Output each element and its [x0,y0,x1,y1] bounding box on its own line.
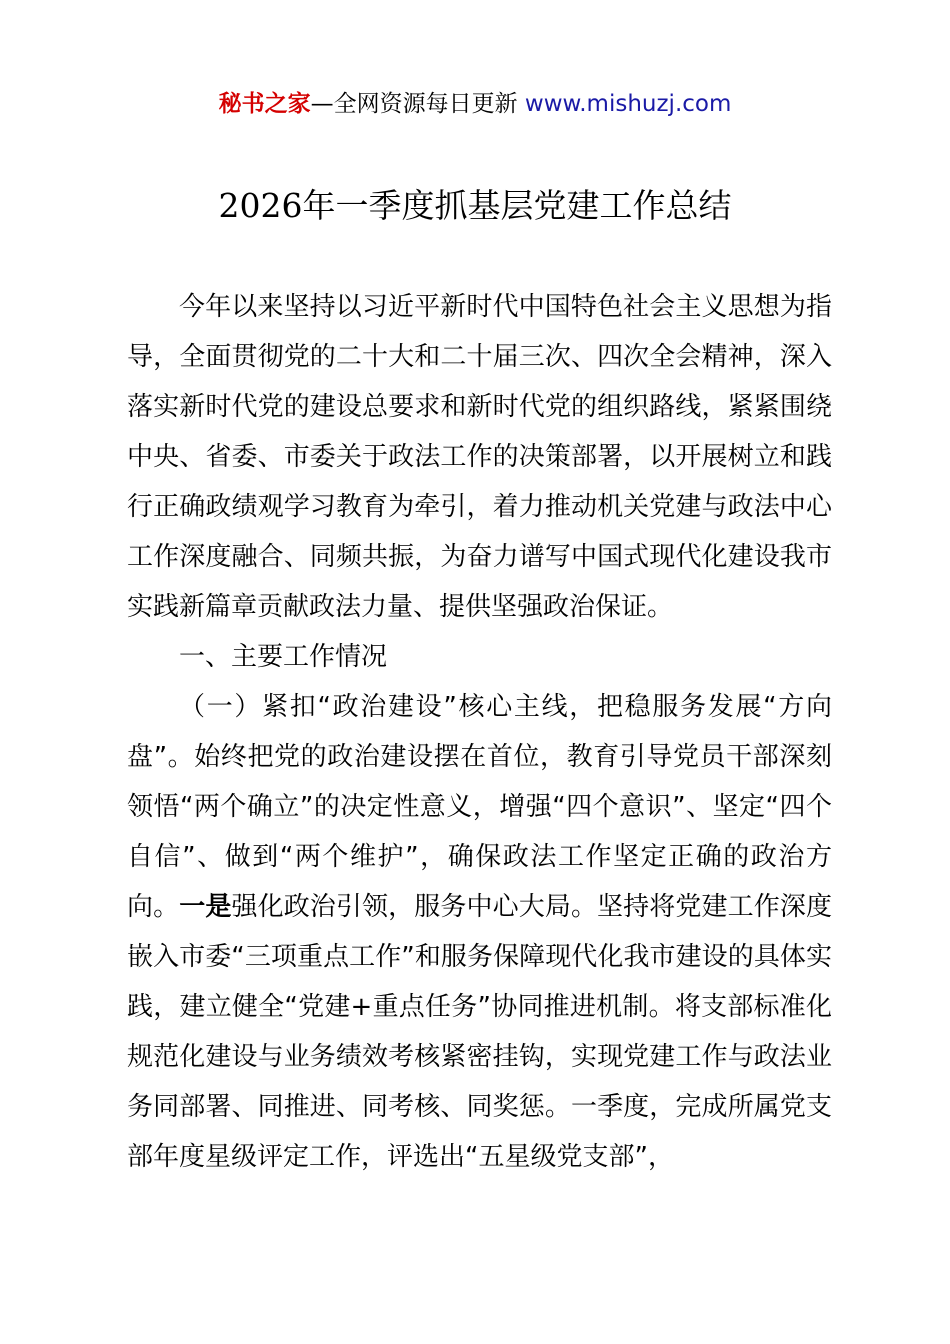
intro-paragraph: 今年以来坚持以习近平新时代中国特色社会主义思想为指导，全面贯彻党的二十大和二十届三次、四次全会精神，深入落实新时代党的建设总要求和新时代党的组织路线，紧紧围绕中央、省委、市委关于政法工作的决策部署，以开展树立和践行正确政绩观学习教育为牵引，着力推动机关党建与政法中心工作深度融合、同频共振，为奋力谱写中国式现代化建设我市实践新篇章贡献政法力量、提供坚强政治保证。 [127,292,832,622]
document-body [127,282,832,1182]
paragraph-text: 强化政治引领，服务中心大局。坚持将党建工作深度嵌入市委“三项重点工作”和服务保障现代化我市建设的具体实践，建立健全“党建+重点任务”协同推进机制。将支部标准化规范化建设与业务绩效考核紧密挂钩，实现党建工作与政法业务同部署、同推进、同考核、同奖惩。一季度，完成所属党支部年度星级评定工作，评选出“五星级党支部”， [127,892,832,1172]
section-paragraph [127,682,832,1182]
site-url-link[interactable]: www.mishuzj.com [524,91,732,117]
document-title: 2026年一季度抓基层党建工作总结 [218,186,732,225]
site-brand: 秘书之家 [218,91,311,117]
section-heading: 一、主要工作情况 [179,642,388,672]
site-header [0,86,950,122]
site-slogan: —全网资源每日更新 [310,91,525,117]
paragraph-text: （一）紧扣“政治建设”核心主线，把稳服务发展“方向盘”。始终把党的政治建设摆在首位，教育引导党员干部深刻领悟“两个确立”的决定性意义，增强“四个意识”、坚定“四个自信”、做到“两个维护”，确保政法工作坚定正确的政治方向。 [127,692,832,922]
emphasis-text: 一是 [179,892,232,922]
